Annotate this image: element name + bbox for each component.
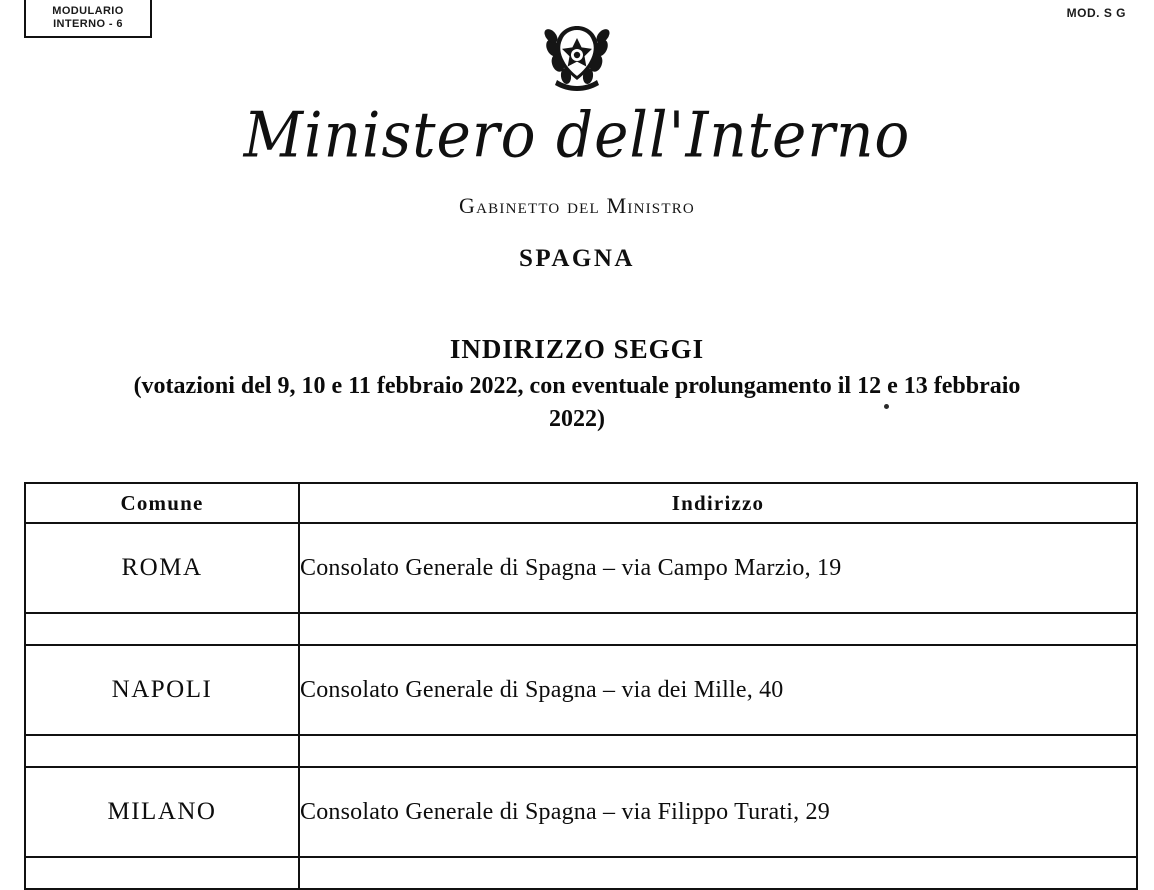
- spacer-cell-comune: [25, 735, 299, 767]
- ink-speck: [884, 404, 889, 409]
- cell-comune: MILANO: [25, 767, 299, 857]
- column-header-indirizzo: Indirizzo: [299, 483, 1137, 523]
- emblem-of-italy-icon: [0, 22, 1154, 94]
- mod-code-stamp: MOD. S G: [1066, 6, 1126, 20]
- document-title: INDIRIZZO SEGGI: [449, 334, 705, 364]
- spacer-cell-indirizzo: [299, 857, 1137, 889]
- cell-indirizzo: Consolato Generale di Spagna – via dei Mille, 40: [299, 645, 1137, 735]
- spacer-cell-comune: [25, 613, 299, 645]
- column-header-comune: Comune: [25, 483, 299, 523]
- ministry-title: Ministero dell'Interno: [243, 98, 911, 172]
- polling-stations-table: [24, 482, 1138, 890]
- cell-comune: NAPOLI: [25, 645, 299, 735]
- cell-comune: ROMA: [25, 523, 299, 613]
- document-subtitle: (votazioni del 9, 10 e 11 febbraio 2022, con eventuale prolungamento il 12 e 13 febbraio 2022): [133, 373, 1021, 432]
- modulario-line-1: MODULARIO: [52, 5, 124, 17]
- table-row: [25, 523, 1137, 613]
- table-row: [25, 645, 1137, 735]
- cell-indirizzo: Consolato Generale di Spagna – via Filippo Turati, 29: [299, 767, 1137, 857]
- table-row: [25, 767, 1137, 857]
- cell-indirizzo: Consolato Generale di Spagna – via Campo Marzio, 19: [299, 523, 1137, 613]
- spacer-cell-indirizzo: [299, 613, 1137, 645]
- table-header-row: [25, 483, 1137, 523]
- spacer-cell-indirizzo: [299, 735, 1137, 767]
- table-spacer-row: [25, 735, 1137, 767]
- office-subtitle: Gabinetto del Ministro: [459, 193, 695, 218]
- table-spacer-row: [25, 857, 1137, 889]
- country-name: SPAGNA: [519, 245, 635, 272]
- spacer-cell-comune: [25, 857, 299, 889]
- table-spacer-row: [25, 613, 1137, 645]
- modulario-line-2: INTERNO - 6: [53, 18, 123, 30]
